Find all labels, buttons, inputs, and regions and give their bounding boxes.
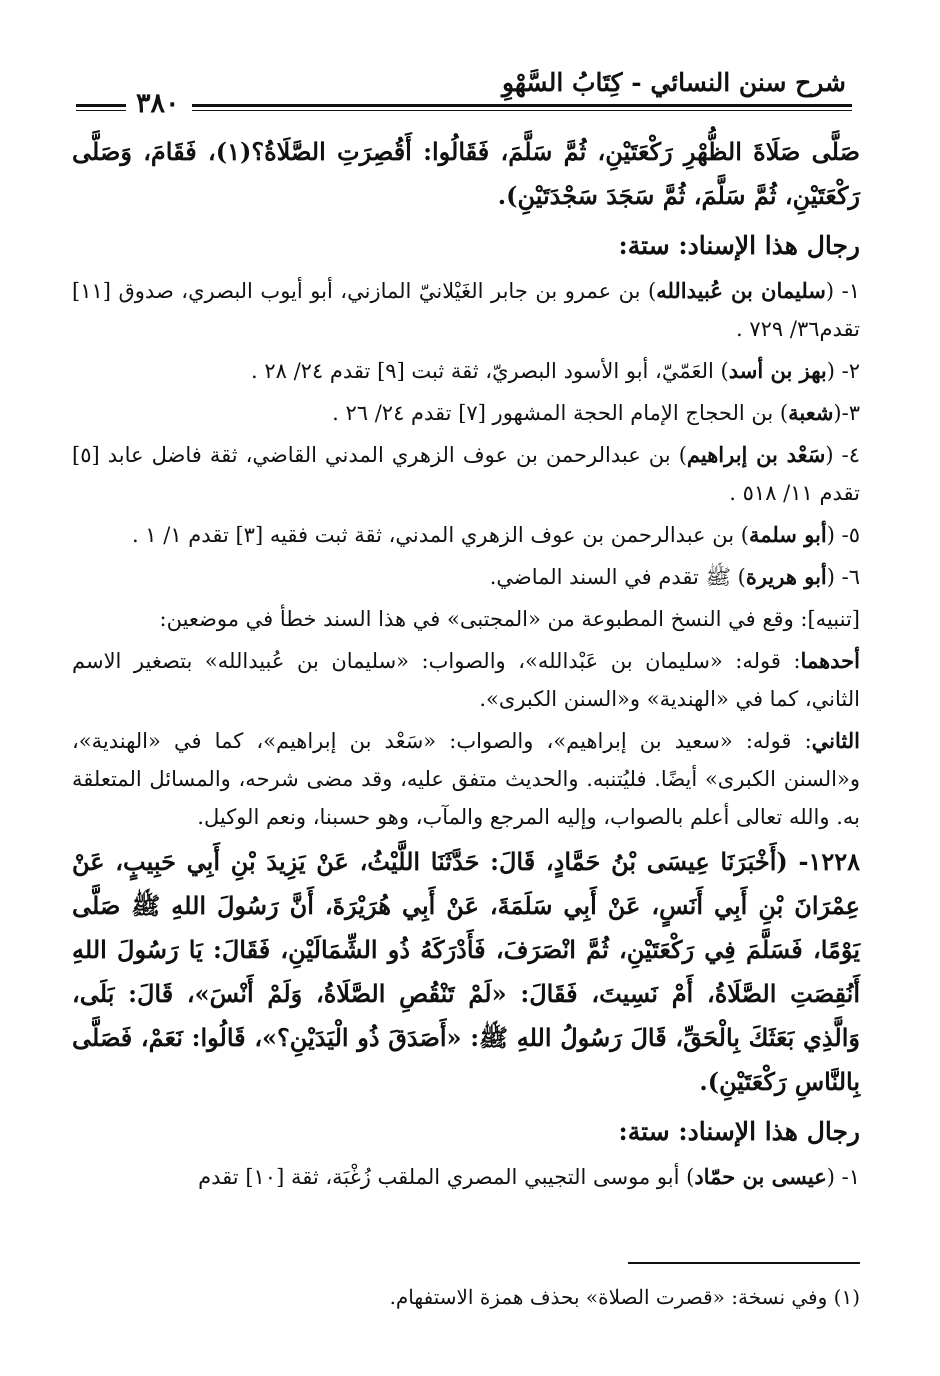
narrator-name: سَعْد بن إبراهيم [686, 442, 826, 467]
footnote: (١) وفي نسخة: «قصرت الصلاة» بحذف همزة الاستفهام. [389, 1285, 860, 1309]
narrator-details: ) بن عبدالرحمن بن عوف الزهري المدني القاضي، ثقة فاضل عابد [٥] تقدم ١١/ ٥١٨ . [72, 443, 860, 505]
hadith-1228: ١٢٢٨- (أَخْبَرَنَا عِيسَى بْنُ حَمَّادٍ، قَالَ: حَدَّثَنَا اللَّيْثُ، عَنْ يَزِيدَ بْنِ أَبِي حَبِيبٍ، عَنْ عِمْرَانَ بْنِ أَبِي أَنَسٍ، عَنْ أَبِي سَلَمَةَ، عَنْ أَبِي هُرَيْرَةَ، أَنَّ رَسُولَ اللهِ ﷺ صَلَّى يَوْمًا، فَسَلَّمَ فِي رَكْعَتَيْنِ، ثُمَّ انْصَرَفَ، فَأَدْرَكَهُ ذُو الشِّمَالَيْنِ، فَقَالَ: يَا رَسُولَ اللهِ أَنُقِصَتِ الصَّلَاةُ، أَمْ نَسِيتَ، فَقَالَ: «لَمْ تَنْقُصِ الصَّلَاةُ، وَلَمْ أَنْسَ»، قَالَ: بَلَى، وَالَّذِي بَعَثَكَ بِالْحَقِّ، قَالَ رَسُولُ اللهِ ﷺ: «أَصَدَقَ ذُو الْيَدَيْنِ؟»، قَالُوا: نَعَمْ، فَصَلَّى بِالنَّاسِ رَكْعَتَيْنِ). [72, 847, 861, 1096]
narrator-details: ) أبو موسى التجيبي المصري الملقب زُغْبَة، ثقة [١٠] تقدم [198, 1165, 695, 1189]
narrator-number: ٤- ( [825, 443, 860, 467]
hadith-continuation: صَلَّى صَلَاةَ الظُّهْرِ رَكْعَتَيْنِ، ثُمَّ سَلَّمَ، فَقَالُوا: أَقُصِرَتِ الصَّلَاةُ؟(١)، فَقَامَ، وَصَلَّى رَكْعَتَيْنِ، ثُمَّ سَلَّمَ، ثُمَّ سَجَدَ سَجْدَتَيْنِ). [72, 137, 861, 210]
narrator-1 [72, 272, 860, 348]
page-content [72, 130, 860, 1200]
narrator-2 [72, 352, 860, 390]
narrator-name: أبو سلمة [748, 522, 827, 547]
narrator-details: ) بن عمرو بن جابر الغَيْلانيّ المازني، أبو أيوب البصري، صدوق [١١] تقدم٣٦/ ٧٢٩ . [72, 279, 860, 341]
narrator-number: ٦- ( [826, 565, 860, 589]
narrator-number: ١- ( [825, 279, 860, 303]
first-correction [72, 642, 860, 718]
narrator-number: ٥- ( [826, 523, 860, 547]
narrator-number: ٢- ( [826, 359, 860, 383]
second-correction [72, 722, 860, 836]
narrator-name: عيسى بن حمّاد [694, 1164, 827, 1189]
narrator-3 [72, 394, 860, 432]
narrator-name: بهز بن أسد [728, 358, 827, 383]
footnote-separator [628, 1262, 860, 1264]
first-label: أحدهما [800, 648, 860, 673]
narrator-details: ) بن الحجاج الإمام الحجة المشهور [٧] تقدم ٢٤/ ٢٦ . [332, 401, 789, 425]
narrator-4 [72, 436, 860, 512]
second-text: : قوله: «سعيد بن إبراهيم»، والصواب: «سَعْد بن إبراهيم»، كما في «الهندية»، و«السنن الكبرى» أيضًا. فليُتنبه. والحديث متفق عليه، وقد مضى شرحه، والمسائل المتعلقة به. والله تعالى أعلم بالصواب، وإليه المرجع والمآب، وهو حسبنا، ونعم الوكيل. [72, 729, 860, 829]
first-text: : قوله: «سليمان بن عَبْدالله»، والصواب: «سليمان بن عُبيدالله» بتصغير الاسم الثاني، كما في «الهندية» و«السنن الكبرى». [72, 649, 860, 711]
narrator-details: ) ﷺ تقدم في السند الماضي. [489, 565, 746, 589]
rijal-heading: رجال هذا الإسناد: ستة: [618, 231, 860, 260]
rijal-heading-2: رجال هذا الإسناد: ستة: [618, 1117, 860, 1146]
narrator-name: سليمان بن عُبيدالله [656, 278, 826, 303]
running-title: شرح سنن النسائي - كِتَابُ السَّهْوِ [501, 68, 846, 97]
narrator-number: ١- ( [826, 1165, 860, 1189]
header-rule-left [76, 104, 126, 111]
page-header [76, 60, 852, 120]
narrator-details: ) بن عبدالرحمن بن عوف الزهري المدني، ثقة ثبت فقيه [٣] تقدم ١/ ١ . [131, 523, 749, 547]
second-label: الثاني [811, 728, 860, 753]
narrator-name: شعبة [788, 400, 834, 425]
narrator-details: ) العَمّيّ، أبو الأسود البصريّ، ثقة ثبت [٩] تقدم ٢٤/ ٢٨ . [250, 359, 729, 383]
narrator-number: ٣-( [833, 401, 860, 425]
narrator-name: أبو هريرة [745, 564, 827, 589]
page-number: ٣٨٠ [136, 88, 180, 119]
narrator-2-1 [72, 1158, 860, 1196]
narrator-5 [72, 516, 860, 554]
tanbih-note: [تنبيه]: وقع في النسخ المطبوعة من «المجتبى» في هذا السند خطأ في موضعين: [159, 607, 860, 631]
narrator-6 [72, 558, 860, 596]
header-rule [192, 104, 852, 111]
